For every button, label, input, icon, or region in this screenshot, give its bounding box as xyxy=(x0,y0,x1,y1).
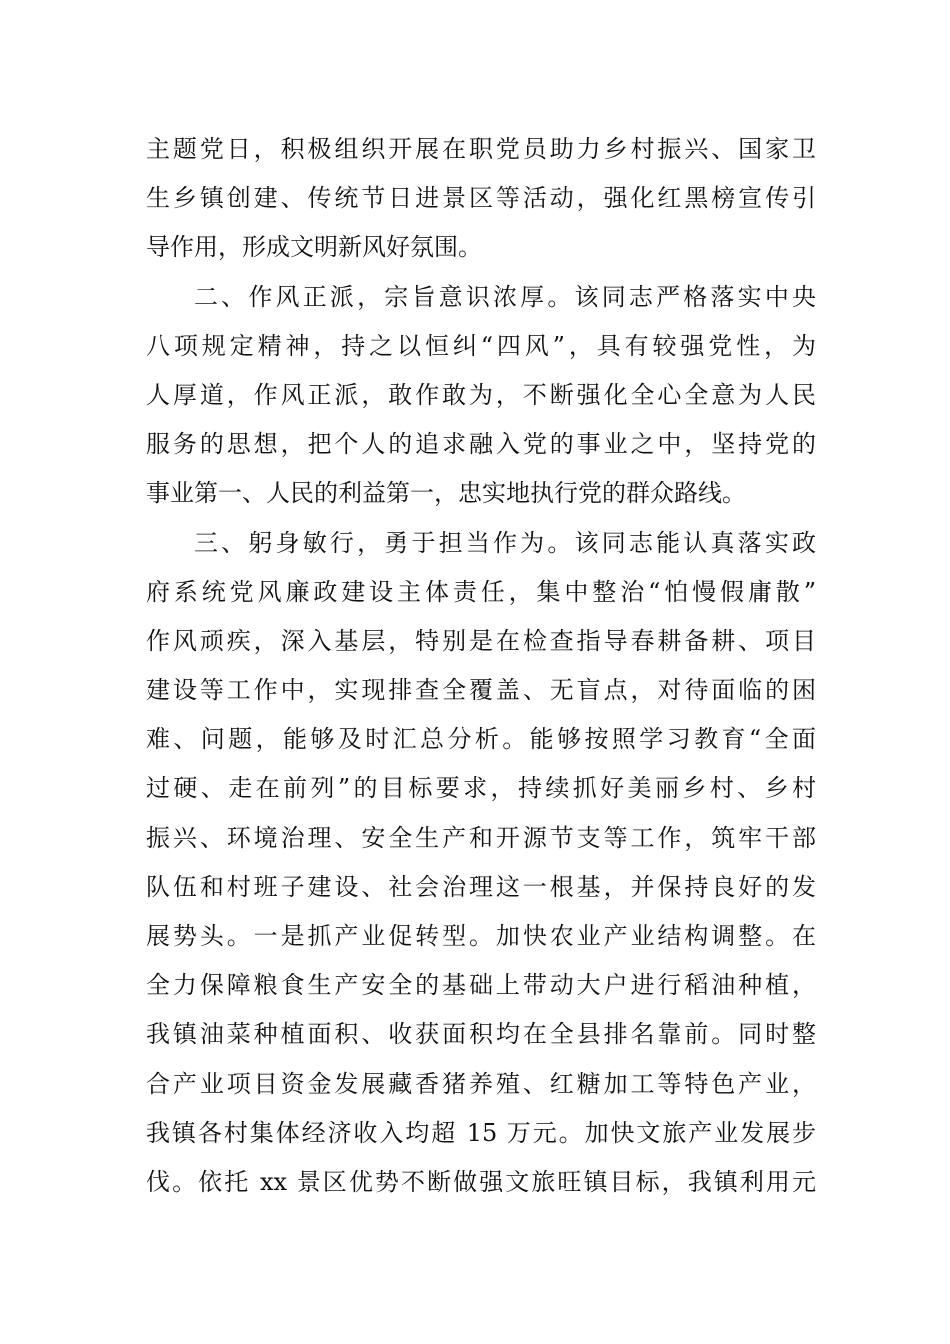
text-line: 府系统党风廉政建设主体责任，集中整治“怕慢假庸散” xyxy=(146,577,816,606)
text-line: 我镇各村集体经济收入均超 15 万元。加快文旅产业发展步 xyxy=(146,1118,816,1147)
text-line: 三、躬身敏行，勇于担当作为。该同志能认真落实政 xyxy=(194,528,816,557)
text-line: 建设等工作中，实现排查全覆盖、无盲点，对待面临的困 xyxy=(146,676,816,705)
text-line: 振兴、环境治理、安全生产和开源节支等工作，筑牢干部 xyxy=(146,823,816,852)
text-line: 导作用，形成文明新风好氛围。 xyxy=(146,233,482,262)
text-line: 事业第一、人民的利益第一，忠实地执行党的群众路线。 xyxy=(146,479,746,508)
text-line: 八项规定精神，持之以恒纠“四风”，具有较强党性，为 xyxy=(146,331,816,360)
text-line: 作风顽疾，深入基层，特别是在检查指导春耕备耕、项目 xyxy=(146,626,816,655)
text-line: 合产业项目资金发展藏香猪养殖、红糖加工等特色产业， xyxy=(146,1069,816,1098)
text-line: 服务的思想，把个人的追求融入党的事业之中，坚持党的 xyxy=(146,430,816,459)
text-line: 队伍和村班子建设、社会治理这一根基，并保持良好的发 xyxy=(146,872,816,901)
text-line: 主题党日，积极组织开展在职党员助力乡村振兴、国家卫 xyxy=(146,135,816,163)
text-line: 过硬、走在前列”的目标要求，持续抓好美丽乡村、乡村 xyxy=(146,774,816,803)
text-line: 我镇油菜种植面积、收获面积均在全县排名靠前。同时整 xyxy=(146,1020,816,1049)
text-line: 展势头。一是抓产业促转型。加快农业产业结构调整。在 xyxy=(146,922,816,950)
body-text xyxy=(146,125,816,1207)
text-line: 人厚道，作风正派，敢作敢为，不断强化全心全意为人民 xyxy=(146,380,816,409)
text-line: 难、问题，能够及时汇总分析。能够按照学习教育“全面 xyxy=(146,725,816,754)
text-line: 二、作风正派，宗旨意识浓厚。该同志严格落实中央 xyxy=(194,282,816,311)
text-line: 伐。依托 xx 景区优势不断做强文旅旺镇目标，我镇利用元 xyxy=(146,1167,816,1196)
text-line: 生乡镇创建、传统节日进景区等活动，强化红黑榜宣传引 xyxy=(146,184,816,213)
text-line: 全力保障粮食生产安全的基础上带动大户进行稻油种植， xyxy=(146,971,816,1000)
